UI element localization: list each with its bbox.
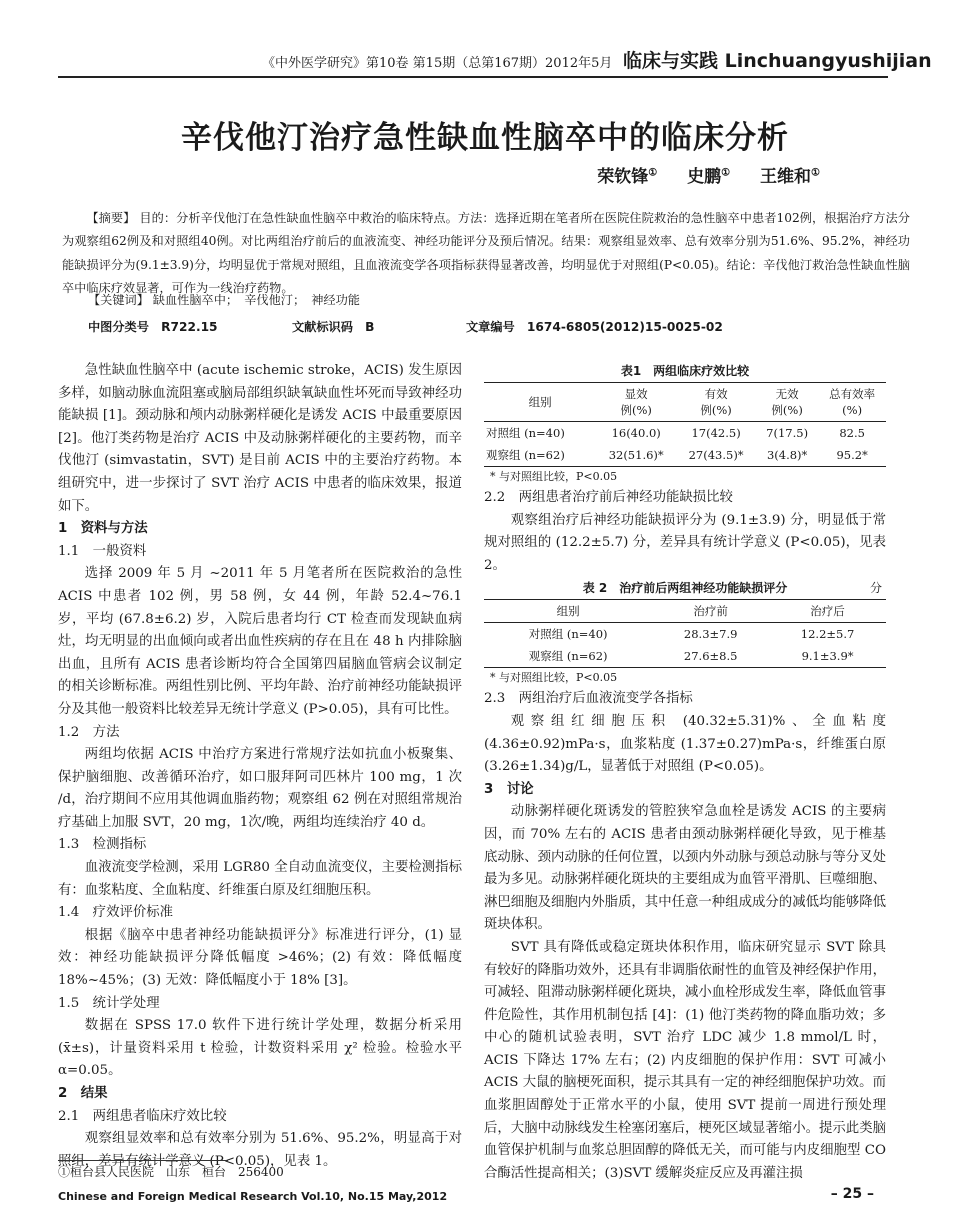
- table1: [484, 382, 886, 467]
- table-cell: 95.2*: [836, 448, 868, 462]
- subsection-heading: 2.1 两组患者临床疗效比较: [58, 1108, 227, 1124]
- table2-header: 治疗前: [652, 600, 769, 623]
- right-column: [484, 360, 886, 1185]
- body-paragraph: 血液流变学检测，采用 LGR80 全自动血流变仪，主要检测指标有：血浆粘度、全血粘度、纤维蛋白原及红细胞压积。: [58, 860, 462, 898]
- table-cell: 12.2±5.7: [800, 627, 855, 642]
- subsection-heading: 2.2 两组患者治疗前后神经功能缺损比较: [484, 490, 733, 505]
- section-heading: 2 结果: [58, 1086, 108, 1101]
- author: 史鹏①: [687, 167, 731, 187]
- subsection-heading: 1.3 检测指标: [58, 837, 147, 853]
- subsection-heading: 1.4 疗效评价标准: [58, 905, 174, 921]
- table-cell: 9.1±3.9*: [801, 649, 854, 664]
- table-row: [484, 623, 886, 646]
- body-paragraph: 数据在 SPSS 17.0 软件下进行统计学处理，数据分析采用 (x̄±s)，计量资料采用 t 检验，计数资料采用 χ² 检验。检验水平 α=0.05。: [58, 1018, 462, 1079]
- table-cell: 27(43.5)*: [688, 448, 744, 462]
- article-number: 文章编号 1674-6805(2012)15-0025-02: [466, 320, 723, 334]
- running-header: [0, 44, 970, 76]
- table2-header: 组别: [484, 600, 652, 623]
- body-paragraph: 观察组红细胞压积 (40.32±5.31)%、全血粘度 (4.36±0.92)mPa·s，血浆粘度 (1.37±0.27)mPa·s，纤维蛋白原 (3.26±1.34)g/L，显著低于对照组 (P<0.05)。: [484, 713, 886, 775]
- subsection-heading: 1.2 方法: [58, 724, 120, 740]
- table-cell: 28.3±7.9: [683, 627, 738, 642]
- table-cell: 7(17.5): [766, 426, 809, 440]
- author: 荣钦锋①: [597, 167, 658, 187]
- table-cell: 对照组 (n=40): [486, 426, 565, 440]
- table1-header: 显效 例(%): [596, 383, 676, 422]
- author-list: [573, 162, 820, 187]
- table1-note: * 与对照组比较，P<0.05: [490, 470, 618, 483]
- section-label: 临床与实践 Linchuangyushijian: [623, 50, 932, 72]
- body-paragraph: 动脉粥样硬化斑诱发的管腔狭窄急血栓是诱发 ACIS 的主要病因，而 70% 左右的 ACIS 患者由颈动脉粥样硬化导致，见于椎基底动脉、颈内动脉的任何位置，以颈内外动脉与颈总动脉与等分叉处最为多见。动脉粥样硬化斑块的主要组成为血管平滑肌、巨噬细胞、淋巴细胞及细胞内外脂质，其中任意一种组成成分的减低均能够降低斑块体积。: [484, 804, 886, 933]
- table2: [484, 599, 886, 668]
- table-cell: 观察组 (n=62): [486, 448, 565, 462]
- table-cell: 27.6±8.5: [683, 649, 738, 664]
- keywords: 【关键词】 缺血性脑卒中； 辛伐他汀； 神经功能: [88, 293, 360, 307]
- table2-unit: 分: [869, 581, 882, 596]
- body-paragraph: 根据《脑卒中患者神经功能缺损评分》标准进行评分，(1) 显效：神经功能缺损评分降低幅度 >46%；(2) 有效：降低幅度 18%~45%；(3) 无效：降低幅度小于 18% [3]。: [58, 927, 462, 989]
- table-row: [484, 645, 886, 668]
- table2-note: * 与对照组比较，P<0.05: [490, 671, 618, 685]
- journal-citation: 《中外医学研究》第10卷 第15期（总第167期）2012年5月: [262, 56, 613, 71]
- table-cell: 观察组 (n=62): [528, 649, 608, 664]
- table-cell: 32(51.6)*: [608, 448, 664, 462]
- document-code: 文献标识码 B: [292, 320, 375, 334]
- body-paragraph: 选择 2009 年 5 月 ~2011 年 5 月笔者所在医院救治的急性 ACIS 中患者 102 例，男 58 例，女 44 例，年龄 52.4~76.1 岁，平均 (67.8±6.2) 岁，入院后患者均行 CT 检查而发现缺血病灶，均无明显的出血倾向或者出血性疾病的存在且在 48 h 内排除脑出血，且所有 ACIS 患者诊断均符合全国第四届脑血管病会议制定的相关诊断标准。两组性别比例、平均年龄、治疗前神经功能缺损评分及其他一般资料比较差异无统计学意义 (P>0.05)，具有可比性。: [58, 566, 462, 717]
- table-cell: 3(4.8)*: [766, 448, 808, 462]
- table-row: [484, 444, 886, 467]
- subsection-heading: 1.5 统计学处理: [58, 995, 160, 1011]
- table1-header: 总有效率 (%): [818, 383, 886, 422]
- table1-header: 有效 例(%): [676, 383, 756, 422]
- left-column: [58, 360, 462, 1173]
- table-cell: 17(42.5): [691, 426, 741, 440]
- table-row: [484, 422, 886, 445]
- table2-caption: [484, 577, 886, 599]
- body-paragraph: 观察组显效率和总有效率分别为 51.6%、95.2%，明显高于对照组，差异有统计学意义 (P<0.05)，见表 1。: [58, 1131, 462, 1169]
- table1-header: 无效 例(%): [756, 383, 818, 422]
- footnote-rule: [58, 1160, 228, 1161]
- page-number: – 25 –: [830, 1186, 874, 1202]
- body-paragraph: SVT 具有降低或稳定斑块体积作用，临床研究显示 SVT 除具有较好的降脂功效外，还具有非调脂依耐性的血管及神经保护作用，可减轻、阻滞动脉粥样硬化斑块，减小血栓形成发生率，降低血管事件危险性，其作用机制包括 [4]：(1) 他汀类药物的降血脂功效；多中心的随机试验表明，SVT 治疗 LDC 减少 1.8 mmol/L 时，ACIS 下降达 17% 左右；(2) 内皮细胞的保护作用：SVT 可减小 ACIS 大鼠的脑梗死面积，提示其具有一定的神经细胞保护功效。而血浆胆固醇处于正常水平的小鼠，使用 SVT 提前一周进行预处理后，大脑中动脉线发生栓塞闭塞后，梗死区域显著缩小。提示此类脑血管保护机制与血浆总胆固醇的降低无关，而可能与内皮细胞型 CO 合酶活性提高相关；(3)SVT 缓解炎症反应及再灌注损: [484, 939, 886, 1181]
- footnote: ①桓台县人民医院 山东 桓台 256400: [58, 1165, 284, 1179]
- body-paragraph: 观察组治疗后神经功能缺损评分为 (9.1±3.9) 分，明显低于常规对照组的 (12.2±5.7) 分，差异具有统计学意义 (P<0.05)，见表 2。: [484, 512, 886, 573]
- section-heading: 1 资料与方法: [58, 521, 148, 537]
- body-paragraph: 两组均依据 ACIS 中治疗方案进行常规疗法如抗血小板聚集、保护脑细胞、改善循环治疗，如口服拜阿司匹林片 100 mg，1 次 /d，治疗期间不应用其他调血脂药物；观察组 62 例在对照组常规治疗基础上加服 SVT，20 mg，1次/晚，两组均连续治疗 40 d。: [58, 747, 462, 830]
- table1-header: 组别: [484, 383, 596, 422]
- subsection-heading: 2.3 两组治疗后血液流变学各指标: [484, 691, 693, 707]
- abstract: 【摘要】 目的：分析辛伐他汀在急性缺血性脑卒中救治的临床特点。方法：选择近期在笔者所在医院住院救治的急性脑卒中患者102例，根据治疗方法分为观察组62例及和对照组40例。对比两组治疗前后的血液流变、神经功能评分及预后情况。结果：观察组显效率、总有效率分别为51.6%、95.2%，神经功能缺损评分为(9.1±3.9)分，均明显优于常规对照组，且血液流变学各项指标获得显著改善，均明显优于对照组(P<0.05)。结论：辛伐他汀救治急性缺血性脑卒中临床疗效显著，可作为一线治疗药物。: [62, 211, 910, 296]
- intro-paragraph: 急性缺血性脑卒中 (acute ischemic stroke，ACIS) 发生原因多样，如脑动脉血流阻塞或脑局部组织缺氧缺血性坏死而导致神经功能缺损 [1]。颈动脉和颅内动脉粥样硬化是诱发 ACIS 中最重要原因 [2]。他汀类药物是治疗 ACIS 中及动脉粥样硬化的主要药物，而辛伐他汀 (simvastatin，SVT) 是目前 ACIS 中的主要治疗药物。本组研究中，进一步探讨了 SVT 治疗 ACIS 中患者的临床效果，报道如下。: [58, 363, 462, 514]
- article-title: 辛伐他汀治疗急性缺血性脑卒中的临床分析: [181, 120, 789, 156]
- header-rule: [58, 76, 888, 78]
- table-cell: 82.5: [839, 426, 865, 440]
- classification-number: 中图分类号 R722.15: [88, 320, 218, 334]
- table1-caption: 表1 两组临床疗效比较: [620, 364, 750, 378]
- table2-header: 治疗后: [769, 600, 886, 623]
- section-heading: 3 讨论: [484, 781, 534, 797]
- subsection-heading: 1.1 一般资料: [58, 543, 147, 559]
- table-cell: 对照组 (n=40): [528, 627, 608, 642]
- author: 王维和①: [760, 167, 820, 187]
- table-cell: 16(40.0): [611, 426, 661, 440]
- table2-caption-text: 表 2 治疗前后两组神经功能缺损评分: [582, 581, 788, 596]
- footer-journal: Chinese and Foreign Medical Research Vol.10, No.15 May,2012: [58, 1190, 448, 1203]
